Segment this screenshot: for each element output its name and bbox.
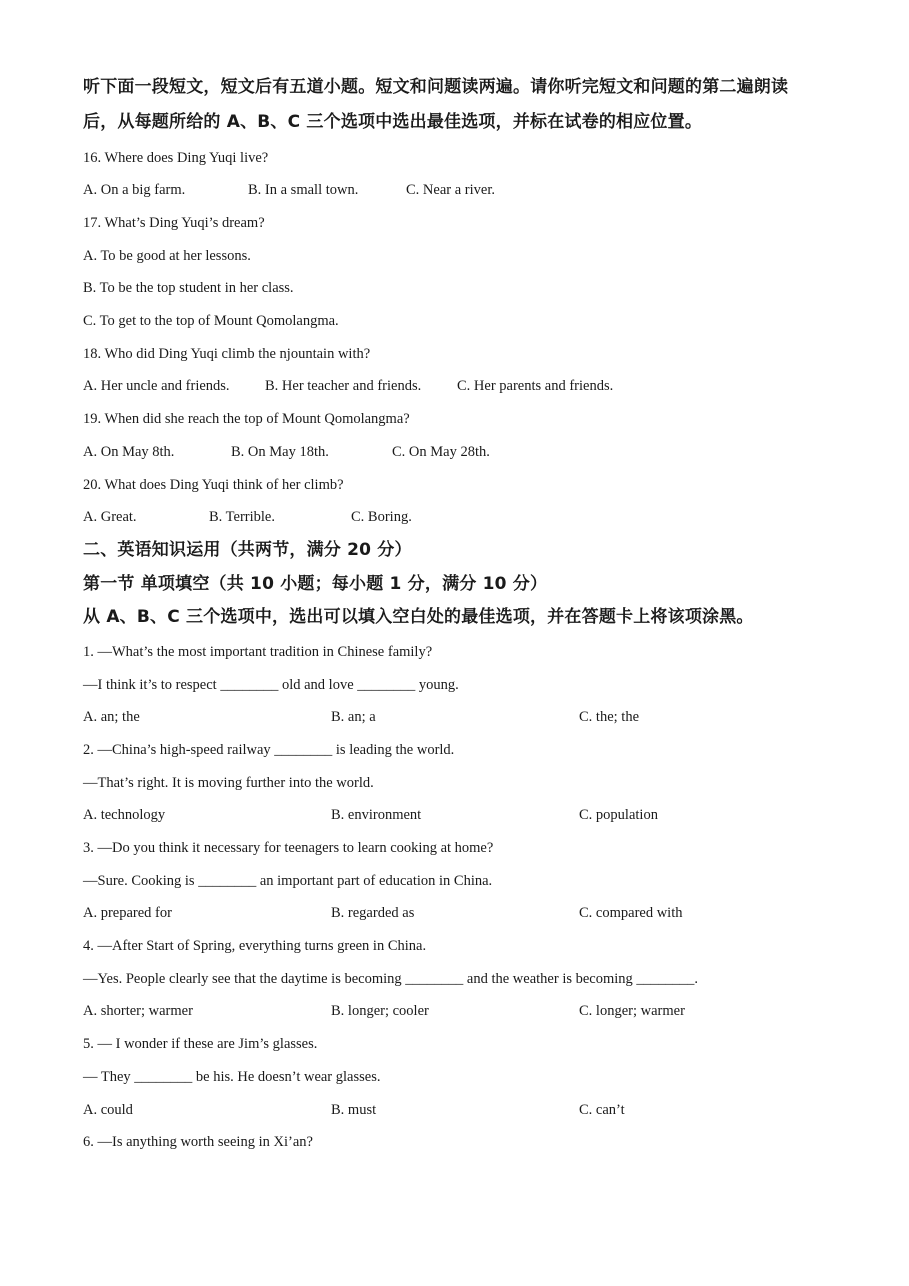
question-17-option-a: A. To be good at her lessons.	[83, 248, 251, 264]
option-c: C. population	[579, 807, 658, 823]
option-b: B. Terrible.	[209, 509, 275, 525]
option-c: C. On May 28th.	[392, 444, 490, 460]
option-c: C. can’t	[579, 1102, 625, 1118]
option-a: A. could	[83, 1102, 133, 1118]
listening-instruction-line2: 后，从每题所给的 A、B、C 三个选项中选出最佳选项，并标在试卷的相应位置。	[83, 112, 703, 132]
question-19: 19. When did she reach the top of Mount Qomolangma?	[83, 411, 410, 427]
option-a: A. On a big farm.	[83, 182, 186, 198]
option-b: B. longer; cooler	[331, 1003, 429, 1019]
option-c: C. Her parents and friends.	[457, 378, 614, 394]
mc-question-2-reply: —That’s right. It is moving further into the world.	[83, 775, 374, 791]
mc-question-2: 2. —China’s high-speed railway ________ is leading the world.	[83, 742, 455, 758]
listening-instruction-line1: 听下面一段短文，短文后有五道小题。短文和问题读两遍。请你听完短文和问题的第二遍朗读	[83, 77, 789, 97]
option-c: C. longer; warmer	[579, 1003, 685, 1019]
option-c: C. Near a river.	[406, 182, 495, 198]
option-b: B. Her teacher and friends.	[265, 378, 422, 394]
mc-question-1: 1. —What’s the most important tradition in Chinese family?	[83, 644, 433, 660]
option-b: B. environment	[331, 807, 422, 823]
option-c: C. compared with	[579, 905, 683, 921]
mc-question-3-reply: —Sure. Cooking is ________ an important part of education in China.	[83, 873, 493, 889]
mc-question-6: 6. —Is anything worth seeing in Xi’an?	[83, 1134, 313, 1150]
mc-question-5-reply: — They ________ be his. He doesn’t wear glasses.	[83, 1069, 381, 1085]
mc-question-1-reply: —I think it’s to respect ________ old and love ________ young.	[83, 677, 459, 693]
option-b: B. In a small town.	[248, 182, 359, 198]
question-16: 16. Where does Ding Yuqi live?	[83, 150, 269, 166]
section-2-title: 二、英语知识运用（共两节，满分 20 分）	[83, 540, 412, 560]
question-17-option-b: B. To be the top student in her class.	[83, 280, 294, 296]
part-1-title: 第一节 单项填空（共 10 小题；每小题 1 分，满分 10 分）	[83, 574, 548, 594]
option-b: B. must	[331, 1102, 377, 1118]
option-a: A. Her uncle and friends.	[83, 378, 230, 394]
mc-question-4-reply: —Yes. People clearly see that the daytime is becoming ________ and the weather is becoming ________.	[83, 971, 699, 987]
part-1-instruction: 从 A、B、C 三个选项中，选出可以填入空白处的最佳选项，并在答题卡上将该项涂黑。	[83, 607, 754, 627]
option-a: A. On May 8th.	[83, 444, 175, 460]
question-18: 18. Who did Ding Yuqi climb the njountain with?	[83, 346, 371, 362]
mc-question-5: 5. — I wonder if these are Jim’s glasses.	[83, 1036, 318, 1052]
option-a: A. an; the	[83, 709, 140, 725]
mc-question-3: 3. —Do you think it necessary for teenagers to learn cooking at home?	[83, 840, 494, 856]
option-b: B. regarded as	[331, 905, 415, 921]
option-a: A. shorter; warmer	[83, 1003, 193, 1019]
option-b: B. an; a	[331, 709, 376, 725]
option-a: A. Great.	[83, 509, 137, 525]
question-20: 20. What does Ding Yuqi think of her climb?	[83, 477, 344, 493]
question-17-option-c: C. To get to the top of Mount Qomolangma.	[83, 313, 339, 329]
option-c: C. the; the	[579, 709, 640, 725]
question-17: 17. What’s Ding Yuqi’s dream?	[83, 215, 265, 231]
option-a: A. technology	[83, 807, 166, 823]
mc-question-4: 4. —After Start of Spring, everything turns green in China.	[83, 938, 427, 954]
option-b: B. On May 18th.	[231, 444, 329, 460]
option-a: A. prepared for	[83, 905, 172, 921]
option-c: C. Boring.	[351, 509, 412, 525]
